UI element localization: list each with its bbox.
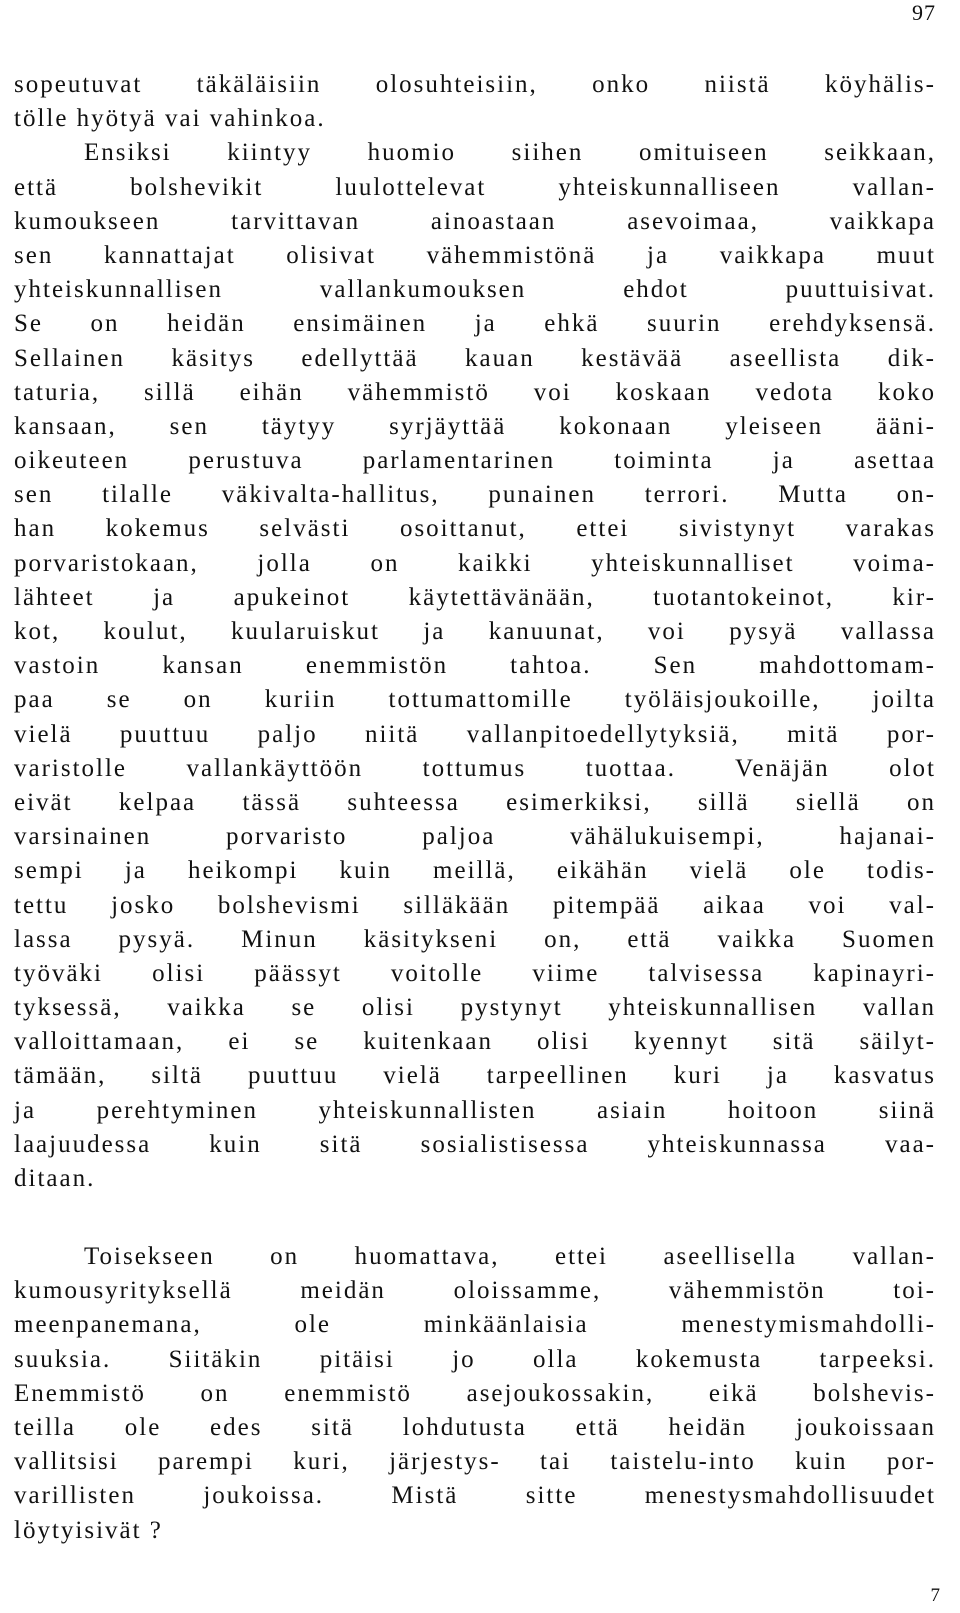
text-line: työväki olisi päässyt voitolle viime talvisessa kapinayri- bbox=[14, 959, 936, 987]
text-line: tämään, siltä puuttuu vielä tarpeellinen kuri ja kasvatus bbox=[14, 1062, 936, 1090]
text-line: varsinainen porvaristo paljoa vähälukuisempi, hajanai- bbox=[14, 823, 936, 851]
text-line: Toisekseen on huomattava, ettei aseellisella vallan- bbox=[84, 1243, 936, 1270]
text-line: varistolle vallankäyttöön tottumus tuottaa. Venäjän olot bbox=[14, 754, 936, 782]
text-line: Ensiksi kiintyy huomio siihen omituiseen seikkaan, bbox=[84, 139, 936, 167]
text-line: sempi ja heikompi kuin meillä, eikähän vielä ole todis- bbox=[14, 857, 936, 885]
text-line: vielä puuttuu paljo niitä vallanpitoedellytyksiä, mitä por- bbox=[14, 720, 936, 748]
text-line: Enemmistö on enemmistö asejoukossakin, eikä bolshevis- bbox=[14, 1379, 936, 1407]
text-line: Sellainen käsitys edellyttää kauan kestävää aseellista dik- bbox=[14, 344, 936, 372]
text-line: varillisten joukoissa. Mistä sitte menestysmahdollisuudet bbox=[14, 1482, 936, 1510]
page-number: 97 bbox=[912, 0, 936, 25]
text-line: laajuudessa kuin sitä sosialistisessa yhteiskunnassa vaa- bbox=[14, 1130, 936, 1158]
text-line: Se on heidän ensimäinen ja ehkä suurin erehdyksensä. bbox=[14, 310, 936, 338]
text-line: löytyisivät ? bbox=[14, 1516, 163, 1544]
text-line: meenpanemana, ole minkäänlaisia menestymismahdolli- bbox=[14, 1311, 936, 1339]
text-line: sen kannattajat olisivat vähemmistönä ja vaikkapa muut bbox=[14, 241, 936, 269]
text-line: kot, koulut, kuularuiskut ja kanuunat, voi pysyä vallassa bbox=[14, 618, 936, 645]
text-line: lähteet ja apukeinot käytettävänään, tuotantokeinot, kir- bbox=[14, 583, 936, 611]
text-line: ditaan. bbox=[14, 1165, 96, 1192]
paragraph-second bbox=[14, 1240, 936, 1548]
text-line: oikeuteen perustuva parlamentarinen toiminta ja asettaa bbox=[14, 447, 936, 475]
text-line: porvaristokaan, jolla on kaikki yhteiskunnalliset voima- bbox=[14, 549, 936, 577]
text-line: tölle hyötyä vai vahinkoa. bbox=[14, 105, 326, 133]
text-line: paa se on kuriin tottumattomille työläisjoukoille, joilta bbox=[14, 686, 936, 714]
text-line: taturia, sillä eihän vähemmistö voi koskaan vedota koko bbox=[14, 378, 936, 406]
paragraph-main bbox=[14, 68, 936, 1196]
text-line: kumousyrityksellä meidän oloissamme, vähemmistön toi- bbox=[14, 1277, 936, 1305]
text-line: vallitsisi parempi kuri, järjestys- tai taistelu-into kuin por- bbox=[14, 1448, 936, 1476]
text-line: tettu josko bolshevismi silläkään pitempää aikaa voi val- bbox=[14, 891, 936, 919]
text-line: eivät kelpaa tässä suhteessa esimerkiksi, sillä siellä on bbox=[14, 788, 936, 816]
text-line: lassa pysyä. Minun käsitykseni on, että vaikka Suomen bbox=[14, 925, 936, 953]
text-line: han kokemus selvästi osoittanut, ettei sivistynyt varakas bbox=[14, 515, 936, 543]
text-line: yhteiskunnallisen vallankumouksen ehdot puuttuisivat. bbox=[14, 276, 936, 304]
footer-mark: 7 bbox=[930, 1585, 940, 1606]
text-line: tyksessä, vaikka se olisi pystynyt yhteiskunnallisen vallan bbox=[14, 994, 936, 1022]
text-line: suuksia. Siitäkin pitäisi jo olla kokemusta tarpeeksi. bbox=[14, 1345, 936, 1373]
text-line: valloittamaan, ei se kuitenkaan olisi kyennyt sitä säilyt- bbox=[14, 1028, 936, 1056]
text-line: kumoukseen tarvittavan ainoastaan asevoimaa, vaikkapa bbox=[14, 207, 936, 235]
text-line: teilla ole edes sitä lohdutusta että heidän joukoissaan bbox=[14, 1413, 936, 1441]
text-line: että bolshevikit luulottelevat yhteiskunnalliseen vallan- bbox=[14, 173, 936, 201]
text-line: sen tilalle väkivalta-hallitus, punainen terrori. Mutta on- bbox=[14, 481, 936, 509]
text-line: vastoin kansan enemmistön tahtoa. Sen mahdottomam- bbox=[14, 652, 936, 680]
text-line: ja perehtyminen yhteiskunnallisten asiain hoitoon siinä bbox=[14, 1096, 936, 1124]
text-line: sopeutuvat täkäläisiin olosuhteisiin, onko niistä köyhälis- bbox=[14, 71, 936, 98]
text-line: kansaan, sen täytyy syrjäyttää kokonaan yleiseen ääni- bbox=[14, 412, 936, 440]
